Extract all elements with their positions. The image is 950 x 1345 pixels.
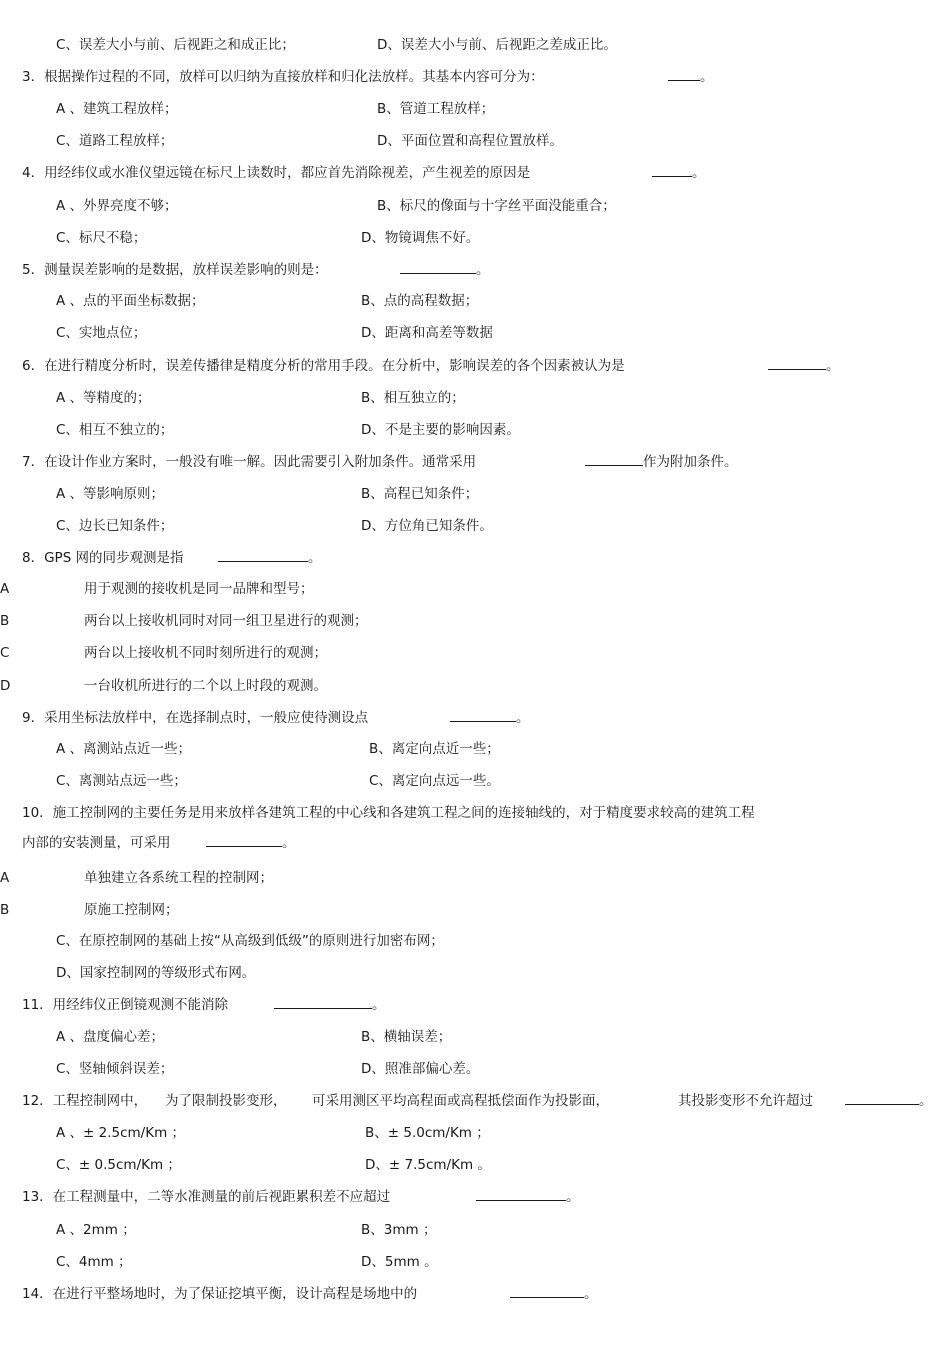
q7-stem: 7．在设计作业方案时，一般没有唯一解。因此需要引入附加条件。通常采用 [22,454,477,470]
q4-option-d: D、物镜调焦不好。 [361,230,480,246]
q9-option-d: C、离定向点远一些。 [369,773,500,789]
q10-option-a-letter: A [0,870,10,886]
q9-option-a: A 、离测站点近一些； [56,741,192,757]
q14-stem: 14．在进行平整场地时，为了保证挖填平衡，设计高程是场地中的 [22,1286,418,1302]
q10-option-a: 单独建立各系统工程的控制网； [84,870,273,886]
q3-stem-end: 。 [700,69,714,85]
q9-option-c: C、离测站点远一些； [56,773,187,789]
q9-option-b: B、离定向点近一些； [369,741,500,757]
q12-option-b: B、± 5.0cm/Km ； [365,1125,490,1141]
q9-answer-blank [450,709,530,727]
q6-option-a: A 、等精度的； [56,390,151,406]
q13-answer-blank [476,1188,580,1206]
q5-answer-blank [400,261,490,279]
q4-option-b: B、标尺的像面与十字丝平面没能重合； [377,198,616,214]
q6-option-b: B、相互独立的； [361,390,465,406]
q13-option-c: C、4mm ； [56,1254,132,1270]
q4-option-c: C、标尺不稳； [56,230,147,246]
q12-stem-end: 。 [919,1093,933,1109]
q11-option-b: B、横轴误差； [361,1029,452,1045]
q13-option-d: D、5mm 。 [361,1254,438,1270]
q9-stem: 9．采用坐标法放样中，在选择制点时，一般应使待测设点 [22,710,369,726]
q5-option-b: B、点的高程数据； [361,293,479,309]
q13-stem: 13．在工程测量中，二等水准测量的前后视距累积差不应超过 [22,1189,391,1205]
q10-answer-blank [206,834,296,852]
q12-stem-part3: 可采用测区平均高程面或高程抵偿面作为投影面， [312,1093,609,1109]
q8-option-a: 用于观测的接收机是同一品牌和型号； [84,581,314,597]
q6-option-d: D、不是主要的影响因素。 [361,422,520,438]
q7-option-c: C、边长已知条件； [56,518,174,534]
q10-option-b-letter: B [0,902,10,918]
q8-option-c: 两台以上接收机不同时刻所进行的观测； [84,645,327,661]
q2-option-d: D、误差大小与前、后视距之差成正比。 [377,37,617,53]
q11-option-a: A 、盘度偏心差； [56,1029,165,1045]
q14-stem-end: 。 [584,1286,598,1302]
q6-stem: 6．在进行精度分析时，误差传播律是精度分析的常用手段。在分析中，影响误差的各个因素被认为是 [22,358,625,374]
q3-option-d: D、平面位置和高程位置放样。 [377,133,563,149]
q11-answer-blank [274,996,386,1014]
q13-option-a: A 、2mm ； [56,1222,136,1238]
q5-stem-end: 。 [476,262,490,278]
q7-option-a: A 、等影响原则； [56,486,165,502]
q3-option-a: A 、建筑工程放样； [56,101,178,117]
q7-stem-end: 作为附加条件。 [643,454,738,470]
q8-option-c-letter: C [0,645,10,661]
q6-option-c: C、相互不独立的； [56,422,174,438]
q8-stem: 8．GPS 网的同步观测是指 [22,550,184,566]
q13-stem-end: 。 [566,1189,580,1205]
q11-option-d: D、照准部偏心差。 [361,1061,480,1077]
q8-answer-blank [218,549,322,567]
q3-option-c: C、道路工程放样； [56,133,174,149]
q11-stem-end: 。 [372,997,386,1013]
q5-option-c: C、实地点位； [56,325,147,341]
q5-stem: 5．测量误差影响的是数据，放样误差影响的则是： [22,262,328,278]
q5-option-a: A 、点的平面坐标数据； [56,293,205,309]
q14-answer-blank [510,1285,598,1303]
q9-stem-end: 。 [516,710,530,726]
q8-option-d: 一台收机所进行的二个以上时段的观测。 [84,678,327,694]
q3-option-b: B、管道工程放样； [377,101,495,117]
q7-answer-blank [585,453,738,471]
q12-stem-part2: 为了限制投影变形， [165,1093,287,1109]
q4-option-a: A 、外界亮度不够； [56,198,178,214]
q12-option-c: C、± 0.5cm/Km ； [56,1157,181,1173]
q4-answer-blank [652,164,706,182]
q6-answer-blank [768,357,840,375]
q8-option-b-letter: B [0,613,10,629]
q8-option-b: 两台以上接收机同时对同一组卫星进行的观测； [84,613,368,629]
q13-option-b: B、3mm ； [361,1222,437,1238]
q4-stem: 4．用经纬仪或水准仪望远镜在标尺上读数时，都应首先消除视差，产生视差的原因是 [22,165,531,181]
q10-option-c: C、在原控制网的基础上按“从高级到低级”的原则进行加密布网； [56,933,444,949]
q12-stem-part1: 12．工程控制网中， [22,1093,148,1109]
q7-option-d: D、方位角已知条件。 [361,518,493,534]
q12-option-d: D、± 7.5cm/Km 。 [365,1157,491,1173]
q12-option-a: A 、± 2.5cm/Km ； [56,1125,186,1141]
q8-option-a-letter: A [0,581,10,597]
q5-option-d: D、距离和高差等数据 [361,325,493,341]
q12-stem-part4: 其投影变形不允许超过 [678,1093,813,1109]
q3-stem: 3．根据操作过程的不同，放样可以归纳为直接放样和归化法放样。其基本内容可分为： [22,69,544,85]
q7-option-b: B、高程已知条件； [361,486,479,502]
q4-stem-end: 。 [692,165,706,181]
q10-option-d: D、国家控制网的等级形式布网。 [56,965,256,981]
q12-answer-blank [845,1092,933,1110]
q8-stem-end: 。 [308,550,322,566]
q8-option-d-letter: D [0,678,11,694]
q6-stem-end: 。 [826,358,840,374]
q2-option-c: C、误差大小与前、后视距之和成正比； [56,37,295,53]
q10-option-b: 原施工控制网； [84,902,179,918]
q11-option-c: C、竖轴倾斜误差； [56,1061,174,1077]
q10-stem-end: 。 [282,835,296,851]
q11-stem: 11．用经纬仪正倒镜观测不能消除 [22,997,229,1013]
q10-stem-line2: 内部的安装测量，可采用 [22,835,171,851]
q10-stem: 10．施工控制网的主要任务是用来放样各建筑工程的中心线和各建筑工程之间的连接轴线的，对于精度要求较高的建筑工程 [22,805,755,821]
q3-answer-blank [668,68,714,86]
